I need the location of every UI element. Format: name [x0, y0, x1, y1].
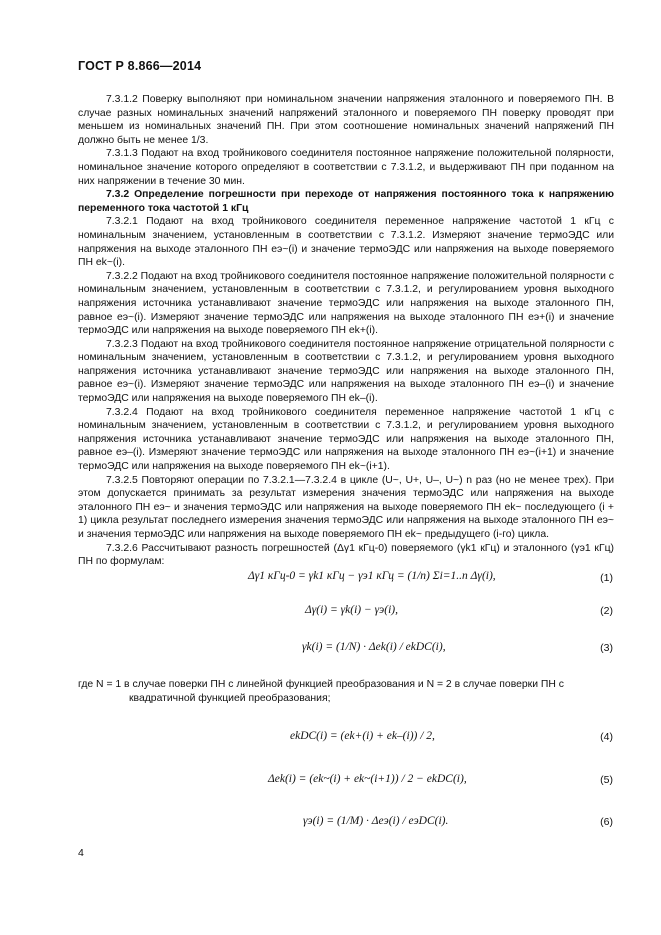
paragraph-7-3-1-2: 7.3.1.2 Поверку выполняют при номинальном значении напряжения эталонного и поверяемого ПН. В случае разных номинальных значений напряжений эталонного и поверяемого ПН поверку проводят при меньшем из номинальных значений ПН. При этом соотношение номинальных значений напряжений ПН должно быть не менее 1/3.: [78, 94, 614, 146]
formula-5: Δek(i) = (ek~(i) + ek~(i+1)) / 2 − ekDC(i),: [268, 773, 467, 785]
page-number: 4: [78, 847, 84, 859]
paragraph-7-3-1-3: 7.3.1.3 Подают на вход тройникового соединителя постоянное напряжение положительной полярности, номинальное значение которого определяют в соответствии с 7.3.1.2, и выдерживают ПН при поданном на них напряжении в течение 30 мин.: [78, 148, 614, 187]
formula-1-number: (1): [600, 572, 613, 584]
formula-3: γk(i) = (1/N) · Δek(i) / ekDC(i),: [302, 641, 446, 653]
formula-5-number: (5): [600, 774, 613, 786]
paragraph-7-3-2-4: 7.3.2.4 Подают на вход тройникового соединителя переменное напряжение частотой 1 кГц с номинальным значением, установленным в соответствии с 7.3.1.2, и регулированием уровня выходного напряжения источника устанавливают значение термоЭДС или напряжения на выходе эталонного ПН, равное eэ–(i). Измеряют значение термоЭДС или напряжения на выходе эталонного ПН eэ~(i+1) и значение термоЭДС или напряжения на выходе поверяемого ПН ek~(i+1).: [78, 406, 614, 473]
formula-4-number: (4): [600, 731, 613, 743]
paragraph-7-3-2-6: 7.3.2.6 Рассчитывают разность погрешностей (Δγ1 кГц-0) поверяемого (γk1 кГц) и эталонного (γэ1 кГц) ПН по формулам:: [78, 542, 614, 568]
where-note-line-2: квадратичной функцией преобразования;: [129, 693, 331, 704]
formula-3-number: (3): [600, 642, 613, 654]
formula-4: ekDC(i) = (ek+(i) + ek–(i)) / 2,: [290, 730, 435, 742]
body-text: [78, 93, 614, 569]
paragraph-7-3-2-5: 7.3.2.5 Повторяют операции по 7.3.2.1—7.3.2.4 в цикле (U~, U+, U–, U~) n раз (но не менее трех). При этом допускается принимать за результат измерения значения термоЭДС или напряжения на выходе эталонного ПН eэ~ и значения термоЭДС или напряжения на выходе поверяемого ПН ek~ последующего (i + 1) цикла результат последнего измерения значения термоЭДС или напряжения на выходе эталонного ПН eэ~ и значения термоЭДС или напряжения на выходе поверяемого ПН ek~ предыдущего (i-го) цикла.: [78, 474, 614, 540]
where-note-line-1: где N = 1 в случае поверки ПН с линейной функцией преобразования и N = 2 в случае поверки ПН с: [78, 679, 564, 690]
document-header: ГОСТ Р 8.866—2014: [78, 59, 202, 73]
formula-2: Δγ(i) = γk(i) − γэ(i),: [305, 604, 398, 616]
formula-6-number: (6): [600, 816, 613, 828]
where-note: [78, 678, 614, 706]
formula-6: γэ(i) = (1/M) · Δeэ(i) / eэDC(i).: [303, 815, 449, 827]
paragraph-7-3-2-1: 7.3.2.1 Подают на вход тройникового соединителя переменное напряжение частотой 1 кГц с номинальным значением, установленным в соответствии с 7.3.1.2. Измеряют значение термоЭДС или напряжения на выходе эталонного ПН eэ~(i) и значение термоЭДС или напряжения на выходе поверяемого ПН ek~(i).: [78, 216, 614, 269]
formula-1: Δγ1 кГц-0 = γk1 кГц − γэ1 кГц = (1/n) Σi=1..n Δγ(i),: [248, 570, 496, 582]
formula-2-number: (2): [600, 605, 613, 617]
paragraph-7-3-2-3: 7.3.2.3 Подают на вход тройникового соединителя постоянное напряжение отрицательной полярности с номинальным значением, установленным в соответствии с 7.3.1.2, и регулированием уровня выходного напряжения источника устанавливают значение термоЭДС или напряжения на выходе эталонного ПН, равное eэ~(i). Измеряют значение термоЭДС или напряжения на выходе эталонного ПН eэ–(i) и значение термоЭДС или напряжения на выходе поверяемого ПН ek–(i).: [78, 338, 614, 405]
paragraph-7-3-2-2: 7.3.2.2 Подают на вход тройникового соединителя постоянное напряжение положительной полярности с номинальным значением, установленным в соответствии с 7.3.1.2, и регулированием уровня выходного напряжения источника устанавливают значение термоЭДС или напряжения на выходе эталонного ПН, равное eэ~(i). Измеряют значение термоЭДС или напряжения на выходе эталонного ПН eэ+(i) и значение термоЭДС или напряжения на выходе поверяемого ПН ek+(i).: [78, 270, 614, 337]
section-heading-7-3-2: 7.3.2 Определение погрешности при переходе от напряжения постоянного тока к напряжению переменного тока частотой 1 кГц: [78, 189, 614, 214]
